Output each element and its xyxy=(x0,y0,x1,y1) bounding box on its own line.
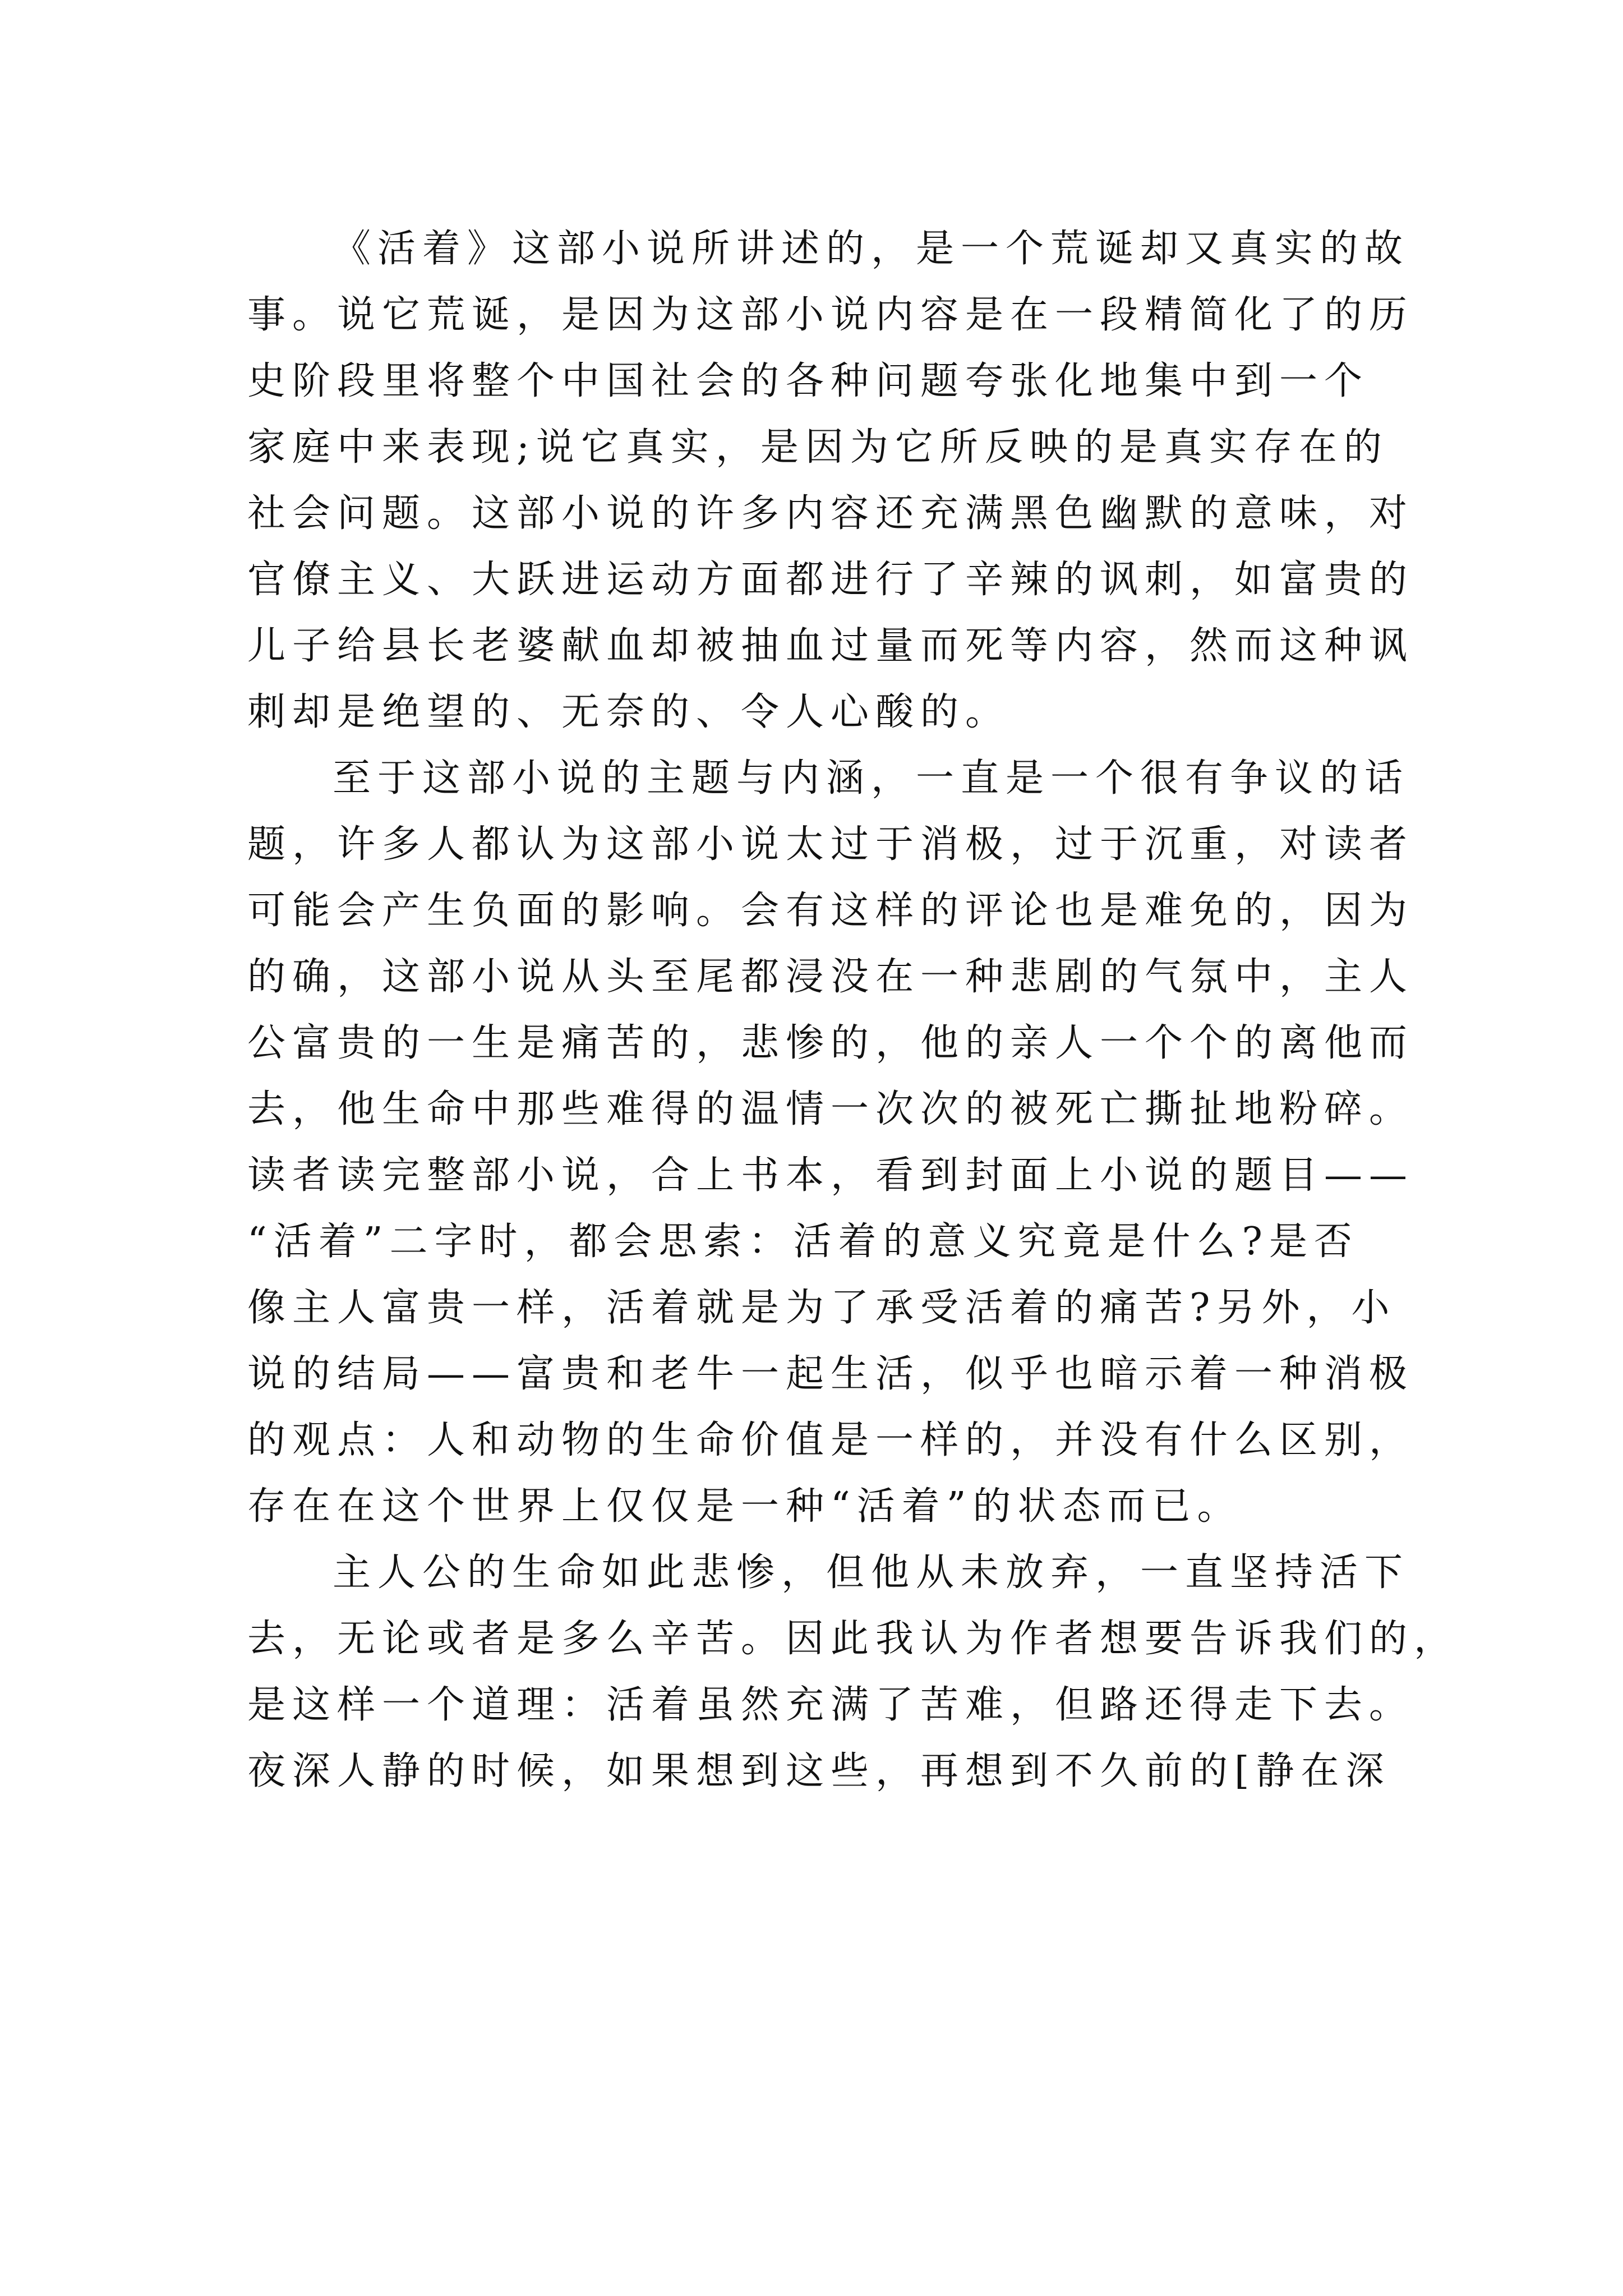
paragraph-2-line-3: 可能会产生负面的影响。会有这样的评论也是难免的，因为 xyxy=(247,889,1414,933)
paragraph-3-line-4: 夜深人静的时候，如果想到这些，再想到不久前的[静在深 xyxy=(247,1749,1391,1793)
paragraph-1-line-5: 社会问题。这部小说的许多内容还充满黑色幽默的意味，对 xyxy=(247,491,1414,536)
paragraph-3-line-3: 是这样一个道理：活着虽然充满了苦难，但路还得走下去。 xyxy=(247,1683,1414,1727)
paragraph-3-line-1: 主人公的生命如此悲惨，但他从未放弃，一直坚持活下 xyxy=(333,1550,1410,1595)
paragraph-2-line-1: 至于这部小说的主题与内涵，一直是一个很有争议的话 xyxy=(333,756,1410,800)
paragraph-1-line-2: 事。说它荒诞，是因为这部小说内容是在一段精简化了的历 xyxy=(247,293,1414,337)
document-body xyxy=(247,216,1459,1805)
paragraph-1-line-3: 史阶段里将整个中国社会的各种问题夸张化地集中到一个 xyxy=(247,359,1370,403)
paragraph-1-line-7: 儿子给县长老婆献血却被抽血过量而死等内容，然而这种讽 xyxy=(247,624,1414,668)
paragraph-2-line-6: 去，他生命中那些难得的温情一次次的被死亡撕扯地粉碎。 xyxy=(247,1087,1414,1131)
paragraph-1-line-8: 刺却是绝望的、无奈的、令人心酸的。 xyxy=(247,690,1011,734)
paragraph-2-line-7: 读者读完整部小说，合上书本，看到封面上小说的题目—— xyxy=(247,1153,1414,1198)
paragraph-2-line-8: “活着”二字时，都会思索：活着的意义究竟是什么?是否 xyxy=(247,1220,1359,1264)
paragraph-2-line-11: 的观点：人和动物的生命价值是一样的，并没有什么区别， xyxy=(247,1418,1414,1462)
paragraph-2-line-2: 题，许多人都认为这部小说太过于消极，过于沉重，对读者 xyxy=(247,822,1414,867)
paragraph-2-line-5: 公富贵的一生是痛苦的，悲惨的，他的亲人一个个的离他而 xyxy=(247,1021,1414,1065)
paragraph-1-line-1: 《活着》这部小说所讲述的，是一个荒诞却又真实的故 xyxy=(333,227,1410,271)
paragraph-2-line-10: 说的结局——富贵和老牛一起生活，似乎也暗示着一种消极 xyxy=(247,1352,1414,1396)
paragraph-1-line-6: 官僚主义、大跃进运动方面都进行了辛辣的讽刺，如富贵的 xyxy=(247,558,1414,602)
paragraph-3-line-2: 去，无论或者是多么辛苦。因此我认为作者想要告诉我们的， xyxy=(247,1617,1459,1661)
paragraph-2-line-9: 像主人富贵一样，活着就是为了承受活着的痛苦?另外，小 xyxy=(247,1286,1396,1330)
paragraph-2-line-12: 存在在这个世界上仅仅是一种“活着”的状态而已。 xyxy=(247,1484,1242,1529)
paragraph-1-line-4: 家庭中来表现;说它真实，是因为它所反映的是真实存在的 xyxy=(247,425,1389,470)
paragraph-2-line-4: 的确，这部小说从头至尾都浸没在一种悲剧的气氛中，主人 xyxy=(247,955,1414,999)
